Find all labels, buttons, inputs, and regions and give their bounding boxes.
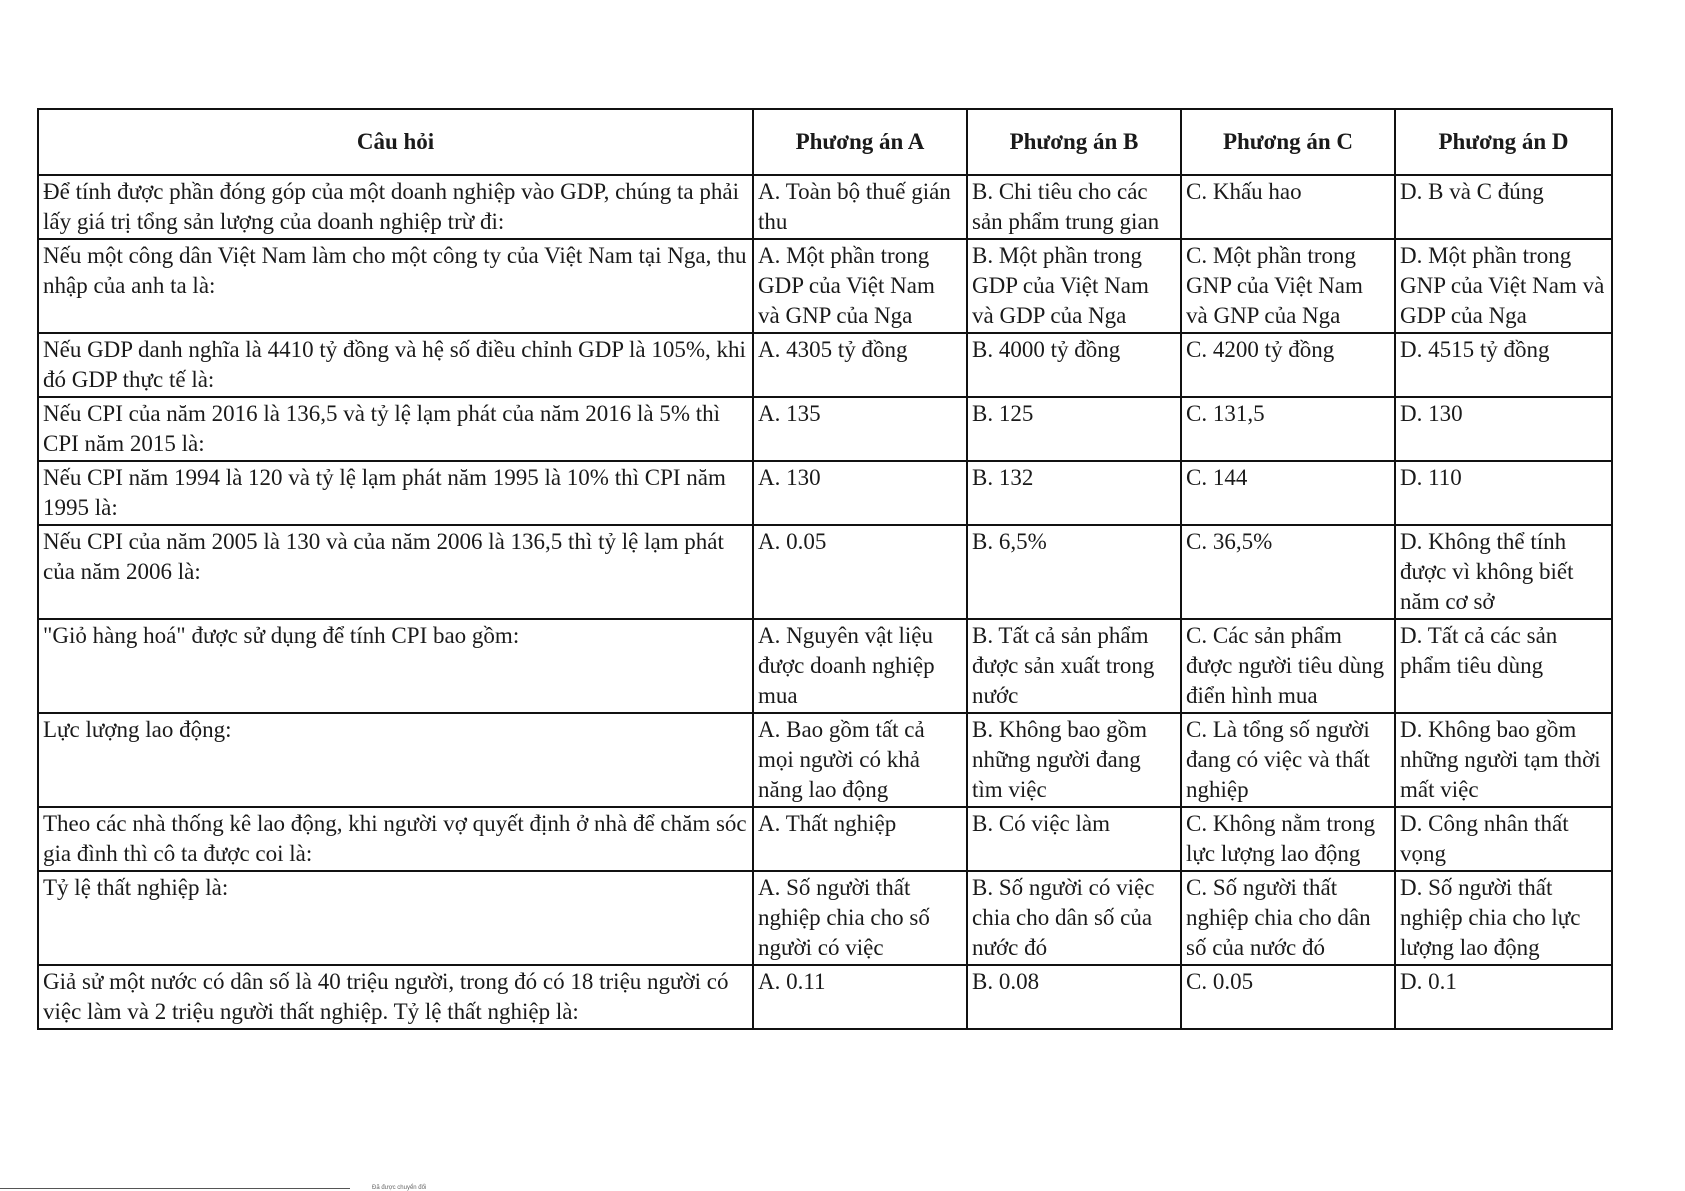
option-d-cell: D. Tất cả các sản phẩm tiêu dùng [1395, 619, 1612, 713]
option-b-cell: B. 0.08 [967, 965, 1181, 1029]
option-b-cell: B. 4000 tỷ đồng [967, 333, 1181, 397]
option-c-cell: C. Không nằm trong lực lượng lao động [1181, 807, 1395, 871]
footer-divider [0, 1188, 350, 1189]
option-a-cell: A. Thất nghiệp [753, 807, 967, 871]
question-cell: Nếu một công dân Việt Nam làm cho một công ty của Việt Nam tại Nga, thu nhập của anh ta là: [38, 239, 753, 333]
question-cell: Tỷ lệ thất nghiệp là: [38, 871, 753, 965]
option-b-cell: B. Có việc làm [967, 807, 1181, 871]
option-c-cell: C. 131,5 [1181, 397, 1395, 461]
header-option-d: Phương án D [1395, 109, 1612, 175]
option-d-cell: D. Công nhân thất vọng [1395, 807, 1612, 871]
question-cell: Theo các nhà thống kê lao động, khi người vợ quyết định ở nhà để chăm sóc gia đình thì cô ta được coi là: [38, 807, 753, 871]
table-row [38, 871, 1612, 965]
option-a-cell: A. Nguyên vật liệu được doanh nghiệp mua [753, 619, 967, 713]
option-b-cell: B. Không bao gồm những người đang tìm việc [967, 713, 1181, 807]
question-cell: Giả sử một nước có dân số là 40 triệu người, trong đó có 18 triệu người có việc làm và 2 triệu người thất nghiệp. Tỷ lệ thất nghiệp là: [38, 965, 753, 1029]
option-c-cell: C. Một phần trong GNP của Việt Nam và GNP của Nga [1181, 239, 1395, 333]
header-option-b: Phương án B [967, 109, 1181, 175]
option-d-cell: D. Số người thất nghiệp chia cho lực lượng lao động [1395, 871, 1612, 965]
question-cell: Nếu CPI của năm 2016 là 136,5 và tỷ lệ lạm phát của năm 2016 là 5% thì CPI năm 2015 là: [38, 397, 753, 461]
option-b-cell: B. Một phần trong GDP của Việt Nam và GDP của Nga [967, 239, 1181, 333]
option-a-cell: A. 135 [753, 397, 967, 461]
table-row [38, 525, 1612, 619]
option-a-cell: A. 130 [753, 461, 967, 525]
option-c-cell: C. 4200 tỷ đồng [1181, 333, 1395, 397]
table-row [38, 333, 1612, 397]
option-a-cell: A. Bao gồm tất cả mọi người có khả năng lao động [753, 713, 967, 807]
option-b-cell: B. 125 [967, 397, 1181, 461]
option-d-cell: D. 130 [1395, 397, 1612, 461]
option-c-cell: C. Là tổng số người đang có việc và thất nghiệp [1181, 713, 1395, 807]
question-cell: Để tính được phần đóng góp của một doanh nghiệp vào GDP, chúng ta phải lấy giá trị tổng sản lượng của doanh nghiệp trừ đi: [38, 175, 753, 239]
table-header-row [38, 109, 1612, 175]
question-cell: Nếu CPI của năm 2005 là 130 và của năm 2006 là 136,5 thì tỷ lệ lạm phát của năm 2006 là: [38, 525, 753, 619]
option-a-cell: A. Một phần trong GDP của Việt Nam và GNP của Nga [753, 239, 967, 333]
table-row [38, 619, 1612, 713]
option-c-cell: C. 0.05 [1181, 965, 1395, 1029]
option-d-cell: D. Không thể tính được vì không biết năm cơ sở [1395, 525, 1612, 619]
option-a-cell: A. 0.05 [753, 525, 967, 619]
table-row [38, 175, 1612, 239]
option-a-cell: A. Số người thất nghiệp chia cho số người có việc [753, 871, 967, 965]
header-question: Câu hỏi [38, 109, 753, 175]
option-a-cell: A. Toàn bộ thuế gián thu [753, 175, 967, 239]
option-b-cell: B. Chi tiêu cho các sản phẩm trung gian [967, 175, 1181, 239]
question-sheet [37, 108, 1611, 1030]
question-table [37, 108, 1613, 1030]
option-d-cell: D. Không bao gồm những người tạm thời mất việc [1395, 713, 1612, 807]
question-cell: Lực lượng lao động: [38, 713, 753, 807]
question-cell: Nếu GDP danh nghĩa là 4410 tỷ đồng và hệ số điều chỉnh GDP là 105%, khi đó GDP thực tế là: [38, 333, 753, 397]
table-row [38, 239, 1612, 333]
option-b-cell: B. Số người có việc chia cho dân số của nước đó [967, 871, 1181, 965]
option-c-cell: C. Khấu hao [1181, 175, 1395, 239]
header-option-a: Phương án A [753, 109, 967, 175]
table-row [38, 713, 1612, 807]
option-d-cell: D. B và C đúng [1395, 175, 1612, 239]
option-b-cell: B. 132 [967, 461, 1181, 525]
question-cell: Nếu CPI năm 1994 là 120 và tỷ lệ lạm phát năm 1995 là 10% thì CPI năm 1995 là: [38, 461, 753, 525]
option-b-cell: B. 6,5% [967, 525, 1181, 619]
option-a-cell: A. 0.11 [753, 965, 967, 1029]
table-row [38, 397, 1612, 461]
option-d-cell: D. 4515 tỷ đồng [1395, 333, 1612, 397]
table-row [38, 965, 1612, 1029]
option-c-cell: C. 144 [1181, 461, 1395, 525]
table-row [38, 807, 1612, 871]
option-d-cell: D. Một phần trong GNP của Việt Nam và GDP của Nga [1395, 239, 1612, 333]
header-option-c: Phương án C [1181, 109, 1395, 175]
option-d-cell: D. 110 [1395, 461, 1612, 525]
option-b-cell: B. Tất cả sản phẩm được sản xuất trong nước [967, 619, 1181, 713]
table-row [38, 461, 1612, 525]
option-a-cell: A. 4305 tỷ đồng [753, 333, 967, 397]
footer-note: Đã được chuyển đổi [372, 1185, 427, 1191]
option-c-cell: C. Các sản phẩm được người tiêu dùng điển hình mua [1181, 619, 1395, 713]
question-cell: "Giỏ hàng hoá" được sử dụng để tính CPI bao gồm: [38, 619, 753, 713]
option-c-cell: C. Số người thất nghiệp chia cho dân số của nước đó [1181, 871, 1395, 965]
option-c-cell: C. 36,5% [1181, 525, 1395, 619]
option-d-cell: D. 0.1 [1395, 965, 1612, 1029]
